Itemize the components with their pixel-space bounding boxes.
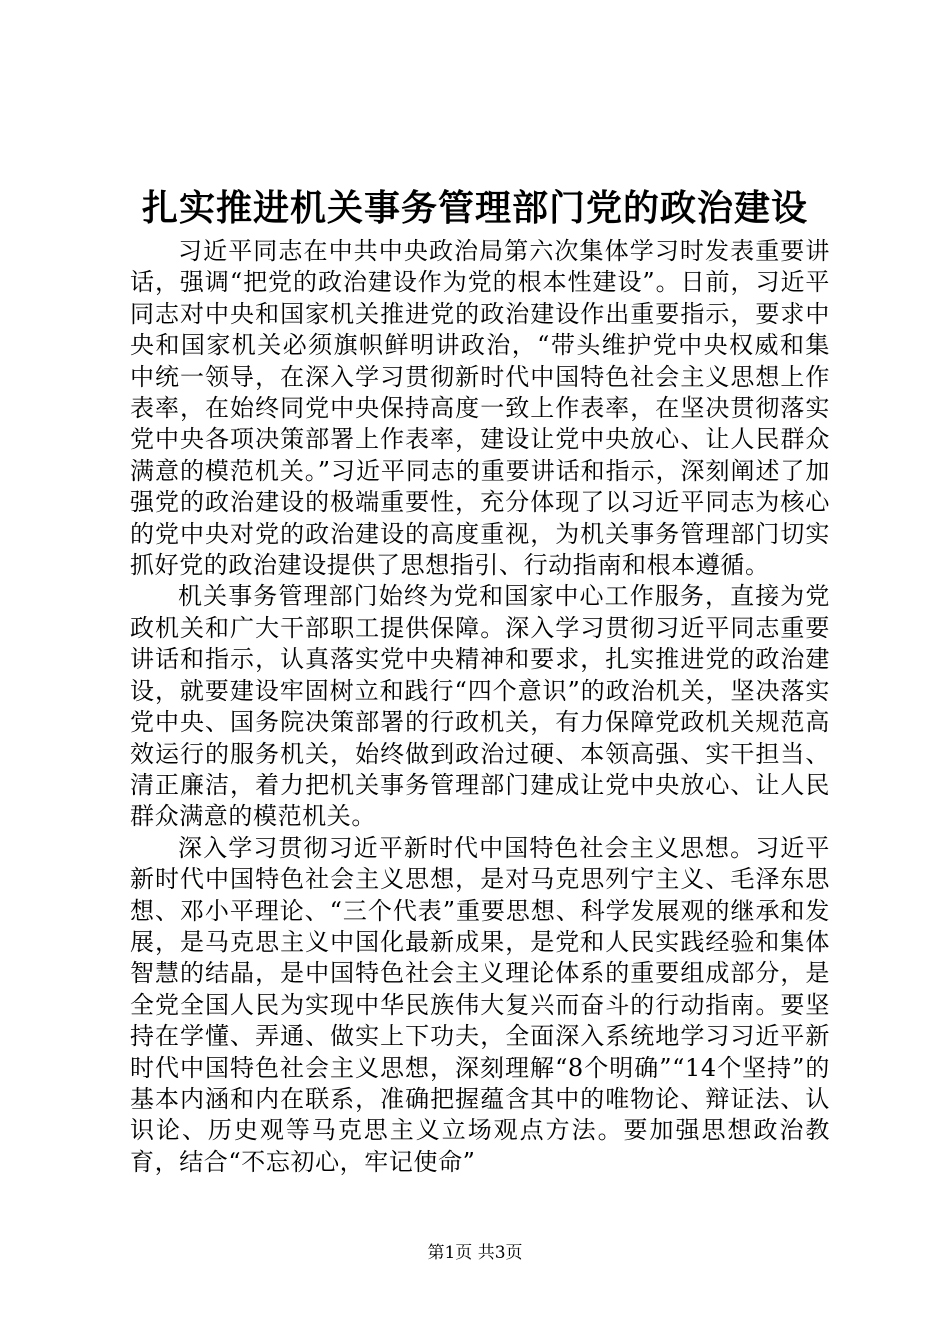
page-number-footer: 第1页 共3页 [427, 1243, 523, 1263]
paragraph: 深入学习贯彻习近平新时代中国特色社会主义思想。习近平新时代中国特色社会主义思想，是对马克思列宁主义、毛泽东思想、邓小平理论、“三个代表”重要思想、科学发展观的继承和发展，是马克思主义中国化最新成果，是党和人民实践经验和集体智慧的结晶，是中国特色社会主义理论体系的重要组成部分，是全党全国人民为实现中华民族伟大复兴而奋斗的行动指南。要坚持在学懂、弄通、做实上下功夫，全面深入系统地学习习近平新时代中国特色社会主义思想，深刻理解“8个明确”“14个坚持”的基本内涵和内在联系，准确把握蕴含其中的唯物论、辩证法、认识论、历史观等马克思主义立场观点方法。要加强思想政治教育，结合“不忘初心，牢记使命” [130, 833, 830, 1176]
document-body [130, 236, 830, 1178]
document-title: 扎实推进机关事务管理部门党的政治建设 [141, 187, 808, 229]
paragraph: 机关事务管理部门始终为党和国家中心工作服务，直接为党政机关和广大干部职工提供保障。深入学习贯彻习近平同志重要讲话和指示，认真落实党中央精神和要求，扎实推进党的政治建设，就要建设牢固树立和践行“四个意识”的政治机关，坚决落实党中央、国务院决策部署的行政机关，有力保障党政机关规范高效运行的服务机关，始终做到政治过硬、本领高强、实干担当、清正廉洁，着力把机关事务管理部门建成让党中央放心、让人民群众满意的模范机关。 [130, 582, 830, 831]
paragraph: 习近平同志在中共中央政治局第六次集体学习时发表重要讲话，强调“把党的政治建设作为党的根本性建设”。日前，习近平同志对中央和国家机关推进党的政治建设作出重要指示，要求中央和国家机关必须旗帜鲜明讲政治，“带头维护党中央权威和集中统一领导，在深入学习贯彻新时代中国特色社会主义思想上作表率，在始终同党中央保持高度一致上作表率，在坚决贯彻落实党中央各项决策部署上作表率，建设让党中央放心、让人民群众满意的模范机关。”习近平同志的重要讲话和指示，深刻阐述了加强党的政治建设的极端重要性，充分体现了以习近平同志为核心的党中央对党的政治建设的高度重视，为机关事务管理部门切实抓好党的政治建设提供了思想指引、行动指南和根本遵循。 [130, 237, 830, 580]
